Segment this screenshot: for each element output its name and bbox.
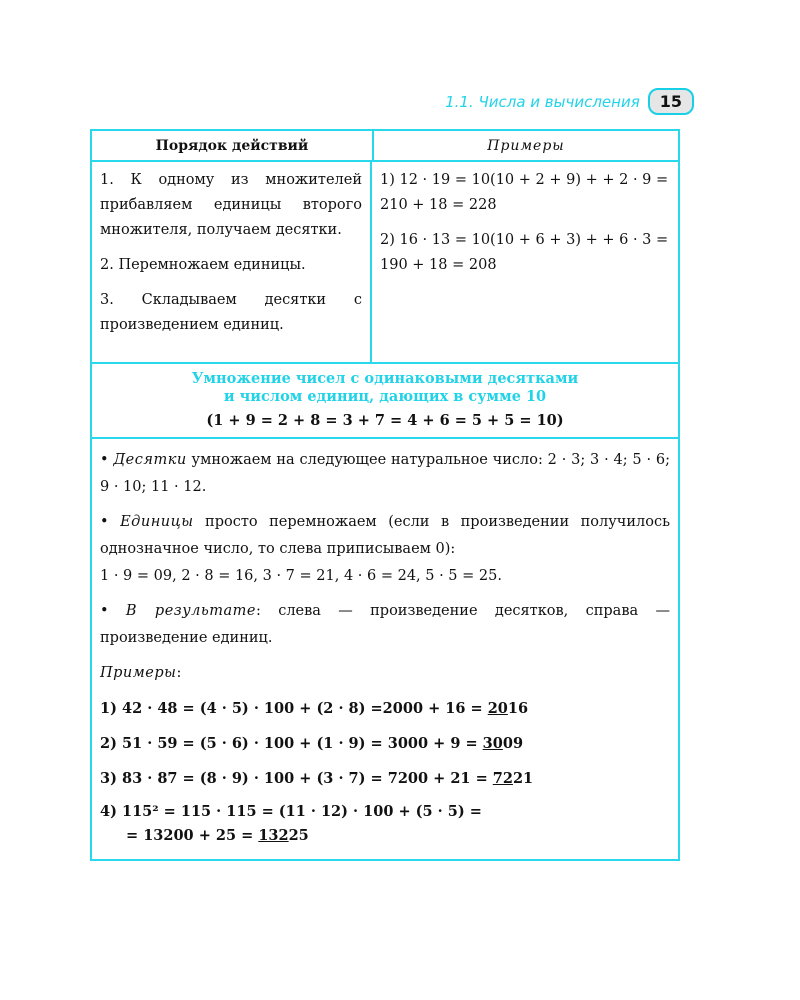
table-header-row — [92, 131, 678, 162]
ex4-underline: 132 — [258, 827, 289, 844]
ex2-underline: 30 — [482, 735, 503, 752]
examples-cell — [372, 162, 678, 362]
special-title-line2: и числом единиц, дающих в сумме 10 — [223, 388, 547, 405]
special-case-section — [92, 364, 678, 439]
ex4-line2 — [100, 827, 309, 844]
col-header-steps: Порядок действий — [92, 131, 374, 160]
ex1-rest: 16 — [507, 700, 529, 717]
ex4-pre: = 13200 + 25 = — [126, 827, 259, 844]
special-title-line1: Умножение чисел с одинаковыми десятками — [191, 370, 579, 387]
rule-1-term: Десятки — [113, 452, 187, 468]
rule-3-text: : слева — произведение десятков, справа — произведение единиц. — [100, 603, 670, 646]
table-body-row — [92, 162, 678, 364]
examples-label: Примеры — [100, 665, 177, 681]
ex1-pre: 1) 42 · 48 = (4 · 5) · 100 + (2 · 8) =2000 + 16 = — [100, 700, 488, 717]
worked-example-2 — [100, 730, 670, 757]
ex2-pre: 2) 51 · 59 = (5 · 6) · 100 + (1 · 9) = 3000 + 9 = — [100, 735, 483, 752]
step-2: 2. Перемножаем единицы. — [100, 257, 306, 273]
worked-example-4 — [100, 800, 670, 848]
ex3-rest: 21 — [512, 770, 534, 787]
rule-3-term: В результате — [125, 603, 256, 619]
example-2: 2) 16 · 13 = 10(10 + 6 + 3) + + 6 · 3 = 190 + 18 = 208 — [380, 232, 669, 273]
ex1-underline: 20 — [487, 700, 508, 717]
worked-example-1 — [100, 695, 670, 722]
rule-2-term: Единицы — [120, 514, 194, 530]
special-equation: (1 + 9 = 2 + 8 = 3 + 7 = 4 + 6 = 5 + 5 = 10) — [206, 412, 564, 429]
ex4-rest: 25 — [288, 827, 309, 844]
bullet-icon: • — [100, 452, 109, 468]
section-title: 1.1. Числа и вычисления — [445, 92, 640, 111]
rule-1 — [100, 447, 670, 501]
rule-2-examples: 1 · 9 = 09, 2 · 8 = 16, 3 · 7 = 21, 4 · 6 = 24, 5 · 5 = 25. — [100, 568, 502, 584]
step-1: 1. К одному из множителей прибавляем единицы второго множителя, получаем десятки. — [100, 172, 362, 238]
ex4-line1: 4) 115² = 115 · 115 = (11 · 12) · 100 + (5 · 5) = — [100, 803, 482, 820]
bullet-icon: • — [100, 514, 109, 530]
running-header — [445, 88, 694, 115]
rule-3 — [100, 598, 670, 652]
step-3: 3. Складываем десятки с произведением единиц. — [100, 292, 362, 333]
page-number-badge: 15 — [648, 88, 694, 115]
examples-colon: : — [176, 665, 182, 681]
ex2-rest: 09 — [502, 735, 524, 752]
ex3-underline: 72 — [492, 770, 513, 787]
bullet-icon: • — [100, 603, 109, 619]
rules-section — [92, 439, 678, 864]
steps-cell — [92, 162, 372, 362]
rule-1-text: умножаем на следующее натуральное число: 2 · 3; 3 · 4; 5 · 6; 9 · 10; 11 · 12. — [100, 452, 670, 495]
content-frame — [90, 129, 680, 861]
col-header-examples: Примеры — [487, 137, 565, 154]
example-1: 1) 12 · 19 = 10(10 + 2 + 9) + + 2 · 9 = 210 + 18 = 228 — [380, 172, 669, 213]
rule-2-text: просто перемножаем (если в произведении получилось однозначное число, то слева приписываем 0): — [100, 514, 670, 557]
examples-heading — [100, 660, 670, 687]
ex3-pre: 3) 83 · 87 = (8 · 9) · 100 + (3 · 7) = 7200 + 21 = — [100, 770, 493, 787]
rule-2 — [100, 509, 670, 590]
worked-example-3 — [100, 765, 670, 792]
